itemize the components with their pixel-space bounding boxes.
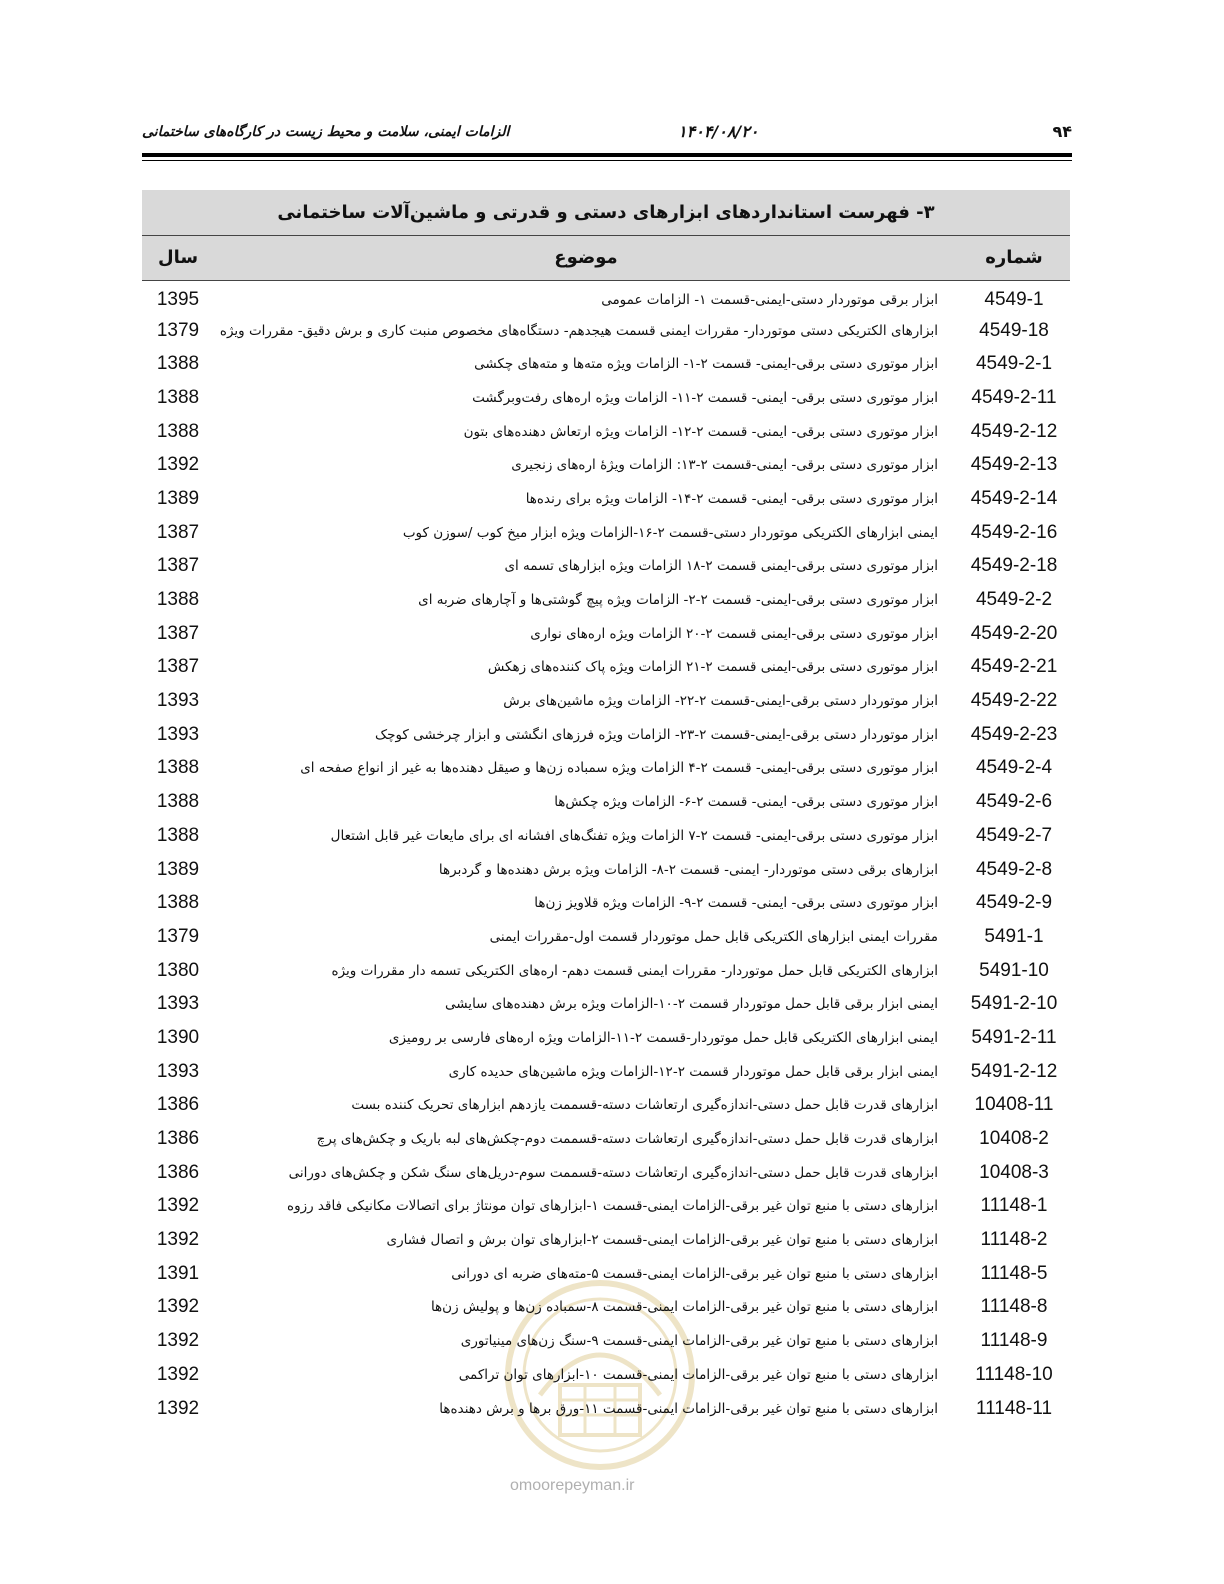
standard-number: 11148-5 xyxy=(980,1262,1048,1284)
standard-subject: ابزار موتوری دستی برقی-ایمنی قسمت ۲-۱۸ الزامات ویژه ابزارهای تسمه ای xyxy=(504,558,938,575)
standard-subject: ابزارهای قدرت قابل حمل دستی-اندازه‌گیری ارتعاشات دسته-قسممت یازدهم ابزارهای تحریک کننده بست xyxy=(351,1097,938,1114)
table-row xyxy=(142,920,1070,954)
standard-year: 1386 xyxy=(156,1094,200,1116)
standard-year: 1386 xyxy=(156,1161,200,1183)
standard-year: 1388 xyxy=(156,791,200,813)
standard-subject: ابزارهای الکتریکی قابل حمل موتوردار- مقررات ایمنی قسمت دهم- اره‌های الکتریکی تسمه دار مقررات ویژه xyxy=(331,962,938,979)
standard-number: 4549-2-4 xyxy=(975,757,1053,779)
table-body xyxy=(142,280,1070,1425)
standard-year: 1388 xyxy=(156,589,200,611)
table-row xyxy=(142,617,1070,651)
standard-number: 4549-2-12 xyxy=(970,420,1058,442)
standard-subject: ابزارهای برقی دستی موتوردار- ایمنی- قسمت ۲-۸- الزامات ویژه برش دهنده‌ها و گردبرها xyxy=(438,861,938,878)
standard-number: 4549-2-11 xyxy=(971,386,1057,408)
standard-year: 1388 xyxy=(156,824,200,846)
standard-subject: ایمنی ابزارهای الکتریکی قابل حمل موتوردار-قسمت ۲-۱۱-الزامات ویژه اره‌های فارسی بر رومیزی xyxy=(388,1029,938,1046)
standard-number: 4549-2-14 xyxy=(970,487,1058,509)
standard-year: 1389 xyxy=(156,487,200,509)
standard-year: 1387 xyxy=(156,622,200,644)
standard-number: 5491-2-11 xyxy=(971,1026,1057,1048)
standard-subject: ابزار موتوری دستی برقی-ایمنی- قسمت ۲-۴ الزامات ویژه سمباده زن‌ها و صیقل دهنده‌ها به غیر از انواع صفحه ای xyxy=(300,760,938,777)
standard-year: 1388 xyxy=(156,420,200,442)
page-date: ۱۴۰۴/۰۸/۲۰ xyxy=(678,122,759,141)
standard-subject: ابزار موتوری دستی برقی-ایمنی قسمت ۲-۲۰ الزامات ویژه اره‌های نواری xyxy=(530,625,938,642)
table-row xyxy=(142,381,1070,415)
table-row xyxy=(142,448,1070,482)
standard-year: 1395 xyxy=(156,288,200,310)
standard-subject: ابزار موتوری دستی برقی-ایمنی- قسمت ۲-۷ الزامات ویژه تفنگ‌های افشانه ای برای مایعات غیر قابل اشتعال xyxy=(330,827,938,844)
standard-number: 10408-3 xyxy=(979,1161,1049,1183)
standard-year: 1392 xyxy=(156,1229,200,1251)
standard-number: 4549-2-18 xyxy=(970,555,1058,577)
standard-year: 1392 xyxy=(156,1397,200,1419)
table-row xyxy=(142,550,1070,584)
standard-number: 4549-2-13 xyxy=(970,454,1058,476)
standard-year: 1388 xyxy=(156,386,200,408)
table-row xyxy=(142,516,1070,550)
table-row xyxy=(142,1291,1070,1325)
standard-number: 4549-1 xyxy=(984,288,1044,310)
standard-number: 4549-2-2 xyxy=(975,589,1053,611)
standard-subject: ابزار موتوری دستی برقی- ایمنی- قسمت ۲-۱۴- الزامات ویژه برای رنده‌ها xyxy=(525,490,938,507)
standard-subject: ایمنی ابزار برقی قابل حمل موتوردار قسمت ۲-۱۰-الزامات ویژه برش دهنده‌های سایشی xyxy=(445,996,938,1013)
table-row xyxy=(142,482,1070,516)
table-header-row xyxy=(142,235,1070,280)
standard-subject: ابزار موتوری دستی برقی- ایمنی- قسمت ۲-۱۲- الزامات ویژه ارتعاش دهنده‌های بتون xyxy=(463,423,938,440)
standard-number: 4549-2-1 xyxy=(975,353,1053,375)
table-row xyxy=(142,651,1070,685)
standard-subject: ابزار موتوری دستی برقی- ایمنی- قسمت ۲-۱۱- الزامات ویژه اره‌های رفت‌وبرگشت xyxy=(472,389,938,406)
page-header xyxy=(142,120,1072,152)
table-row xyxy=(142,1122,1070,1156)
table-row xyxy=(142,1190,1070,1224)
table-row xyxy=(142,1089,1070,1123)
table-caption: ۳- فهرست استانداردهای ابزارهای دستی و قدرتی و ماشین‌آلات ساختمانی xyxy=(277,201,935,223)
standard-number: 10408-2 xyxy=(979,1128,1049,1150)
table-row xyxy=(142,819,1070,853)
standard-subject: ابزارهای دستی با منبع توان غیر برقی-الزامات ایمنی-قسمت ۹-سنگ زن‌های مینیاتوری xyxy=(460,1333,938,1350)
standard-subject: ابزار موتوردار دستی برقی-ایمنی-قسمت ۲-۲۳- الزامات ویژه فرزهای انگشتی و ابزار چرخشی کوچک xyxy=(375,726,938,743)
standard-year: 1392 xyxy=(156,1330,200,1352)
standard-number: 4549-2-6 xyxy=(975,791,1053,813)
standard-number: 4549-2-8 xyxy=(975,858,1053,880)
standard-subject: ابزارهای الکتریکی دستی موتوردار- مقررات ایمنی قسمت هیجدهم- دستگاه‌های مخصوص منبت کاری و برش دقیق- مقررات ویژه xyxy=(219,322,938,339)
standard-subject: ابزار برقی موتوردار دستی-ایمنی-قسمت ۱- الزامات عمومی xyxy=(601,291,938,308)
standard-year: 1392 xyxy=(156,1195,200,1217)
table-row xyxy=(142,280,1070,314)
header-rule-thin xyxy=(142,160,1072,161)
table-row xyxy=(142,785,1070,819)
standard-year: 1387 xyxy=(156,521,200,543)
standard-year: 1393 xyxy=(156,993,200,1015)
standard-subject: ابزارهای دستی با منبع توان غیر برقی-الزامات ایمنی-قسمت ۵-مته‌های ضربه ای دورانی xyxy=(451,1265,938,1282)
standard-year: 1392 xyxy=(156,454,200,476)
standard-subject: ابزار موتوری دستی برقی-ایمنی قسمت ۲-۲۱ الزامات ویژه پاک کننده‌های زهکش xyxy=(487,659,938,676)
standard-number: 4549-18 xyxy=(979,319,1049,341)
table-caption-row xyxy=(142,190,1070,235)
standard-subject: ابزارهای دستی با منبع توان غیر برقی-الزامات ایمنی-قسمت ۱۰-ابزارهای توان تراکمی xyxy=(458,1366,938,1383)
standard-number: 5491-10 xyxy=(979,959,1049,981)
standard-number: 11148-1 xyxy=(980,1195,1048,1217)
table-row xyxy=(142,1223,1070,1257)
standard-year: 1390 xyxy=(156,1026,200,1048)
standards-table xyxy=(142,190,1070,1425)
standard-number: 11148-2 xyxy=(980,1229,1048,1251)
table-row xyxy=(142,684,1070,718)
standard-number: 4549-2-16 xyxy=(970,521,1058,543)
standard-year: 1393 xyxy=(156,1060,200,1082)
standard-year: 1379 xyxy=(156,319,200,341)
table-row xyxy=(142,752,1070,786)
standard-year: 1389 xyxy=(156,858,200,880)
table-row xyxy=(142,314,1070,348)
standard-number: 4549-2-20 xyxy=(970,622,1058,644)
column-header-number: شماره xyxy=(985,247,1043,268)
document-title: الزامات ایمنی، سلامت و محیط زیست در کارگاه‌های ساختمانی xyxy=(142,124,510,140)
standard-year: 1386 xyxy=(156,1128,200,1150)
standard-number: 4549-2-7 xyxy=(975,824,1053,846)
watermark-text: omoorepeyman.ir xyxy=(510,1477,635,1494)
table-row xyxy=(142,886,1070,920)
standard-number: 10408-11 xyxy=(974,1094,1054,1116)
page-number: ۹۴ xyxy=(1052,122,1072,141)
table-row xyxy=(142,1055,1070,1089)
standard-number: 5491-2-10 xyxy=(970,993,1058,1015)
header-rule-thick xyxy=(142,153,1072,157)
table-row xyxy=(142,1324,1070,1358)
standard-year: 1392 xyxy=(156,1363,200,1385)
standard-year: 1388 xyxy=(156,353,200,375)
standard-subject: ابزار موتوردار دستی برقی-ایمنی-قسمت ۲-۲۲- الزامات ویژه ماشین‌های برش xyxy=(503,693,938,710)
standard-number: 11148-10 xyxy=(975,1363,1053,1385)
standard-subject: ابزار موتوری دستی برقی- ایمنی- قسمت ۲-۶- الزامات ویژه چکش‌ها xyxy=(554,794,938,811)
standard-year: 1393 xyxy=(156,723,200,745)
standard-subject: ابزارهای دستی با منبع توان غیر برقی-الزامات ایمنی-قسمت ۱۱-ورق برها و برش دهنده‌ها xyxy=(439,1400,938,1417)
standard-year: 1387 xyxy=(156,656,200,678)
standard-subject: ابزار موتوری دستی برقی- ایمنی-قسمت ۲-۱۳: الزامات ویژهٔ اره‌های زنجیری xyxy=(511,457,938,474)
standard-year: 1388 xyxy=(156,892,200,914)
table-row xyxy=(142,718,1070,752)
table-row xyxy=(142,1392,1070,1426)
standard-year: 1388 xyxy=(156,757,200,779)
standard-subject: ابزار موتوری دستی برقی- ایمنی- قسمت ۲-۹- الزامات ویژه قلاویز زن‌ها xyxy=(534,895,938,912)
standard-number: 5491-1 xyxy=(984,925,1044,947)
standard-number: 11148-11 xyxy=(975,1397,1053,1419)
standard-subject: ابزارهای دستی با منبع توان غیر برقی-الزامات ایمنی-قسمت ۸-سمباده زن‌ها و پولیش زن‌ها xyxy=(430,1299,938,1316)
standard-subject: ابزارهای دستی با منبع توان غیر برقی-الزامات ایمنی-قسمت ۲-ابزارهای توان برش و اتصال فشاری xyxy=(386,1232,938,1249)
standard-subject: ابزارهای قدرت قابل حمل دستی-اندازه‌گیری ارتعاشات دسته-قسممت دوم-چکش‌های لبه باریک و چکش‌های پرچ xyxy=(316,1131,938,1148)
standard-number: 4549-2-22 xyxy=(970,690,1058,712)
table-row xyxy=(142,415,1070,449)
table-row xyxy=(142,987,1070,1021)
table-row xyxy=(142,583,1070,617)
table-row xyxy=(142,954,1070,988)
standard-year: 1391 xyxy=(156,1262,200,1284)
standard-subject: ایمنی ابزار برقی قابل حمل موتوردار قسمت ۲-۱۲-الزامات ویژه ماشین‌های حدیده کاری xyxy=(448,1063,938,1080)
standard-number: 5491-2-12 xyxy=(970,1060,1058,1082)
column-header-subject: موضوع xyxy=(554,247,618,268)
standard-subject: ابزار موتوری دستی برقی-ایمنی- قسمت ۲-۱- الزامات ویژه مته‌ها و مته‌های چکشی xyxy=(474,356,938,373)
standard-year: 1380 xyxy=(156,959,200,981)
standard-subject: ابزار موتوری دستی برقی-ایمنی- قسمت ۲-۲- الزامات ویژه پیچ گوشتی‌ها و آچارهای ضربه ای xyxy=(418,592,938,609)
standard-year: 1379 xyxy=(156,925,200,947)
table-row xyxy=(142,853,1070,887)
table-row xyxy=(142,1156,1070,1190)
table-row xyxy=(142,1021,1070,1055)
standard-subject: مقررات ایمنی ابزارهای الکتریکی قابل حمل موتوردار قسمت اول-مقررات ایمنی xyxy=(489,928,938,945)
standard-subject: ایمنی ابزارهای الکتریکی موتوردار دستی-قسمت ۲-۱۶-الزامات ویژه ابزار میخ کوب /سوزن کوب xyxy=(402,524,938,541)
standard-subject: ابزارهای دستی با منبع توان غیر برقی-الزامات ایمنی-قسمت ۱-ابزارهای توان مونتاژ برای اتصالات مکانیکی فاقد رزوه xyxy=(287,1198,938,1215)
standard-number: 4549-2-23 xyxy=(970,723,1058,745)
table-row xyxy=(142,1358,1070,1392)
table-row xyxy=(142,1257,1070,1291)
standard-number: 4549-2-9 xyxy=(975,892,1053,914)
standard-number: 11148-9 xyxy=(980,1330,1048,1352)
standard-number: 4549-2-21 xyxy=(970,656,1058,678)
standard-subject: ابزارهای قدرت قابل حمل دستی-اندازه‌گیری ارتعاشات دسته-قسممت سوم-دریل‌های سنگ شکن و چکش‌های دورانی xyxy=(288,1164,938,1181)
standard-year: 1387 xyxy=(156,555,200,577)
standard-number: 11148-8 xyxy=(980,1296,1048,1318)
table-row xyxy=(142,347,1070,381)
standard-year: 1393 xyxy=(156,690,200,712)
standard-year: 1392 xyxy=(156,1296,200,1318)
column-header-year: سال xyxy=(157,247,199,268)
